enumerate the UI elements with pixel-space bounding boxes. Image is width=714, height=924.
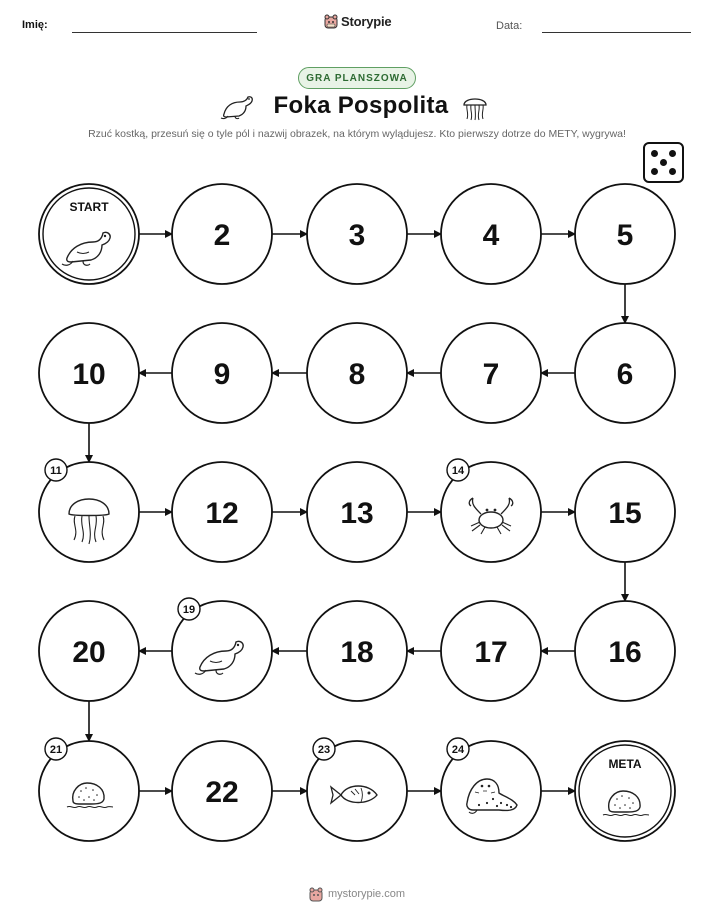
board-cell [172,741,272,841]
board-cell [575,323,675,423]
cell-label: START [69,200,109,214]
board-cell [172,323,272,423]
start-cell [39,184,139,284]
cell-number: 15 [608,497,642,530]
cell-number: 3 [348,219,366,252]
board-cell [172,184,272,284]
board-cell [39,323,139,423]
footer-link[interactable]: mystorypie.com [328,888,406,900]
board-cells [39,184,675,841]
cell-number: 9 [213,358,231,391]
brand-name: Storypie [341,13,392,29]
cell-number-badge: 24 [451,744,465,756]
cell-number: 8 [348,358,366,391]
board-cell [441,459,541,562]
category-badge: GRA PLANSZOWA [298,67,416,89]
finish-cell [575,741,675,841]
cell-number: 13 [340,497,374,530]
cell-label: META [608,757,642,771]
board-cell [307,738,407,841]
board-cell [172,598,272,701]
date-label: Data: [496,20,523,32]
cell-number: 5 [616,219,634,252]
board-cell [441,184,541,284]
storypie-mascot-icon [308,886,324,902]
board-cell [307,462,407,562]
board-cell [307,601,407,701]
board-cell [575,184,675,284]
cell-number: 20 [72,636,106,669]
name-label: Imię: [22,19,48,31]
instructions: Rzuć kostką, przesuń się o tyle pól i nazwij obrazek, na którym wylądujesz. Kto pierwszy dotrze do METY, wygrywa! [88,128,626,140]
cell-number: 6 [616,358,634,391]
footer [308,886,405,902]
board-cell [172,462,272,562]
cell-number-badge: 23 [317,744,331,756]
board-cell [39,601,139,701]
board-cell [441,601,541,701]
page-title: Foka Pospolita [273,92,449,119]
cell-number-badge: 11 [50,465,62,477]
cell-number: 12 [205,497,239,530]
board-cell [575,462,675,562]
board-cell [575,601,675,701]
cell-number-badge: 19 [182,604,196,616]
cell-number: 16 [608,636,642,669]
cell-number-badge: 14 [451,465,465,477]
board-cell [307,323,407,423]
cell-number: 2 [213,219,231,252]
cell-number: 18 [340,636,374,669]
cell-number-badge: 21 [49,744,63,756]
board-cell [441,738,541,841]
cell-number: 17 [474,636,508,669]
board-cell [39,459,139,562]
cell-number: 22 [205,776,239,809]
board-cell [441,323,541,423]
cell-number: 10 [72,358,106,391]
cell-number: 7 [482,358,500,391]
cell-number: 4 [482,219,500,252]
board-cell [307,184,407,284]
board-cell [39,738,139,841]
